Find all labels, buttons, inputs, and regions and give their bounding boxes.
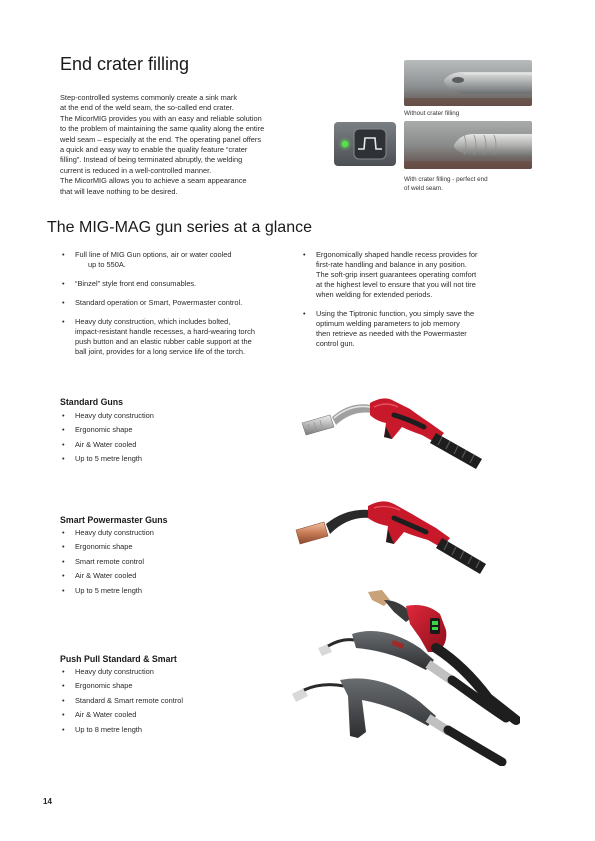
product-features-standard — [62, 409, 154, 467]
bullet-line: up to 550A. — [88, 260, 126, 269]
list-item: • Ergonomic shape — [62, 679, 183, 693]
list-item: • Air & Water cooled — [62, 569, 154, 583]
intro-line: current is reduced in a well-controlled manner. — [60, 165, 212, 175]
list-item — [62, 317, 297, 357]
smart-powermaster-gun-image — [290, 494, 490, 578]
bullet-line: optimum welding parameters to job memory — [316, 319, 460, 328]
intro-line: filling”. Instead of being terminated abruptly, the welding — [60, 155, 243, 165]
bullet-line: • “Binzel” style front end consumables. — [75, 279, 197, 288]
bullet-line: first-rate handling and balance in any position. — [316, 260, 467, 269]
bullet-line: control gun. — [316, 339, 355, 348]
intro-line: weld seam – especially at the end. The operating panel offers — [60, 134, 262, 144]
caption-line: With crater filling - perfect end — [404, 176, 488, 183]
section-title-end-crater: End crater filling — [60, 54, 190, 74]
bullet-line: The soft-grip insert guarantees operating comfort — [316, 270, 477, 279]
list-item — [303, 250, 543, 300]
list-item: • Air & Water cooled — [62, 438, 154, 452]
caption-with-crater-filling — [404, 176, 488, 193]
product-title-standard-guns: Standard Guns — [60, 397, 124, 407]
weld-photo-with-crater-filling — [404, 121, 532, 169]
product-features-push-pull — [62, 665, 183, 737]
bullet-line: ball joint, provides for a long service life of the torch. — [75, 347, 246, 356]
list-item: • Up to 8 metre length — [62, 723, 183, 737]
bullet-line: when welding for extended periods. — [316, 290, 433, 299]
list-item: • Air & Water cooled — [62, 708, 183, 722]
list-item — [62, 298, 297, 308]
list-item: • Smart remote control — [62, 555, 154, 569]
section-title-gun-series: The MIG-MAG gun series at a glance — [47, 219, 312, 236]
bullet-line: push button and an elastic rubber cable support at the — [75, 337, 252, 346]
list-item — [303, 309, 543, 349]
page-number: 14 — [43, 797, 52, 806]
bullet-line: • Heavy duty construction, which includes bolted, — [75, 317, 231, 326]
intro-line: at the end of the weld seam, the so-called end crater. — [60, 103, 234, 113]
intro-line: The MicorMIG provides you with an easy and reliable solution — [60, 113, 262, 123]
weld-photo-without-crater-filling — [404, 60, 532, 106]
list-item: • Heavy duty construction — [62, 665, 183, 679]
intro-line: to the problem of maintaining the same quality along the entire — [60, 124, 265, 134]
bullet-line: • Full line of MIG Gun options, air or water cooled — [75, 250, 232, 259]
product-features-smart — [62, 526, 154, 598]
list-item: • Ergonomic shape — [62, 540, 154, 554]
intro-line: Step-controlled systems commonly create a sink mark — [60, 93, 238, 102]
intro-paragraph — [60, 93, 322, 197]
bullet-line: • Ergonomically shaped handle recess provides for — [316, 250, 478, 259]
caption-line: of weld seam. — [404, 184, 443, 192]
push-pull-guns-image — [288, 586, 520, 766]
product-title-smart-powermaster: Smart Powermaster Guns — [60, 515, 168, 525]
bullet-line: • Using the Tiptronic function, you simply save the — [316, 309, 475, 318]
product-title-push-pull: Push Pull Standard & Smart — [60, 654, 177, 664]
crater-fill-panel-icon — [334, 122, 396, 166]
list-item: • Standard & Smart remote control — [62, 694, 183, 708]
bullet-line: at the highest level to ensure that you will not tire — [316, 280, 476, 289]
feature-list-left — [62, 250, 297, 357]
list-item: • Up to 5 metre length — [62, 584, 154, 598]
list-item: • Heavy duty construction — [62, 409, 154, 423]
bullet-line: • Standard operation or Smart, Powermaster control. — [75, 298, 243, 307]
caption-without-crater-filling: Without crater filling — [404, 110, 460, 117]
intro-line: that will leave nothing to be desired. — [60, 186, 178, 196]
bullet-line: impact-resistant handle recesses, a hard-wearing torch — [75, 327, 255, 336]
list-item — [62, 250, 297, 270]
list-item: • Ergonomic shape — [62, 423, 154, 437]
list-item — [62, 279, 297, 289]
feature-list-right — [303, 250, 543, 349]
intro-line: a quick and easy way to enable the quality feature “crater — [60, 145, 248, 155]
list-item: • Heavy duty construction — [62, 526, 154, 540]
bullet-line: then retrieve as needed with the Powermaster — [316, 329, 467, 338]
standard-gun-image — [298, 393, 488, 475]
intro-line: The MicorMIG allows you to achieve a seam appearance — [60, 176, 247, 186]
list-item: • Up to 5 metre length — [62, 452, 154, 466]
